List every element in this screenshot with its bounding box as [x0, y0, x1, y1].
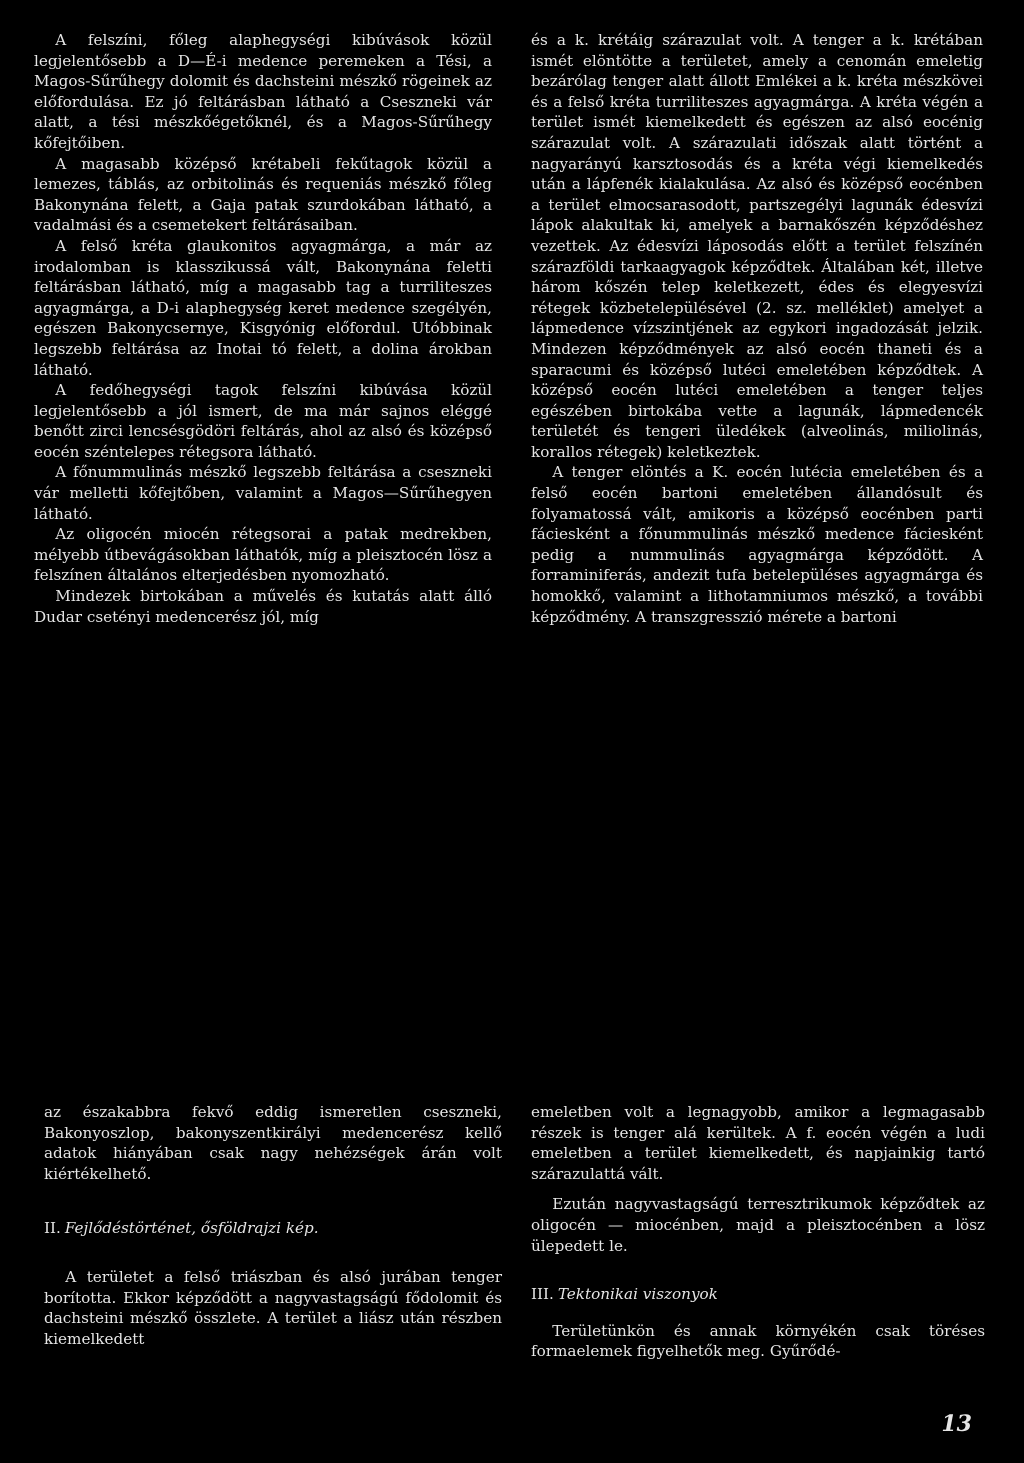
- bottom-right-column: [531, 1102, 985, 1362]
- paragraph: A felső kréta glaukonitos agyagmárga, a már az irodalomban is klasszikussá vált, Bakonynána feletti feltárásban látható, míg a magasabb tag a turriliteszes agyagmárga, a D-i alaphegység keret medence szegélyén, egészen Bakonycsernye, Kisgyónig előfordul. Utóbbinak legszebb feltárása az Inotai tó felett, a dolina árokban látható.: [34, 236, 492, 379]
- paragraph: Ezután nagyvastagságú terresztrikumok képződtek az oligocén — miocénben, majd a pleisztocénben a lösz ülepedett le.: [531, 1195, 985, 1255]
- paragraph: az északabbra fekvő eddig ismeretlen cseszneki, Bakonyoszlop, bakonyszentkirályi medencerész kellő adatok hiányában csak nagy nehézségek árán volt kiértékelhető.: [44, 1103, 502, 1183]
- section-number: II.: [44, 1219, 61, 1238]
- paragraph: A területet a felső triászban és alsó jurában tenger borította. Ekkor képződött a nagyvastagságú fődolomit és dachsteini mészkő összlete. A terület a liász után részben kiemelkedett: [44, 1267, 502, 1348]
- top-left-column: [34, 30, 492, 627]
- section-title: Tektonikai viszonyok: [557, 1285, 718, 1304]
- paragraph: A főnummulinás mészkő legszebb feltárása a cseszneki vár melletti kőfejtőben, valamint a Magos—Sűrűhegyen látható.: [34, 463, 492, 523]
- paragraph: A felszíni, főleg alaphegységi kibúvások közül legjelentősebb a D—É-i medence peremeken a Tési, a Magos-Sűrűhegy dolomit és dachsteini mészkő rögeinek az előfordulása. Ez jó feltárásban látható a Cseszneki vár alatt, a tési mészkőégetőknél, és a Magos-Sűrűhegy kőfejtőiben.: [34, 31, 492, 152]
- section-title: Fejlődéstörténet, ősföldrajzi kép.: [64, 1219, 319, 1238]
- paragraph: A magasabb középső krétabeli fekűtagok közül a lemezes, táblás, az orbitolinás és requeniás mészkő főleg Bakonynána felett, a Gaja patak szurdokában látható, a vadalmási és a csemetekert feltárásaiban.: [34, 154, 492, 235]
- paragraph: Területünkön és annak környékén csak töréses formaelemek figyelhetők meg. Gyűrődé-: [531, 1321, 985, 1361]
- paragraph: Mindezek birtokában a művelés és kutatás alatt álló Dudar csetényi medencerész jól, míg: [34, 587, 492, 626]
- page-number: 13: [941, 1411, 972, 1437]
- section-heading-ii: [44, 1218, 502, 1239]
- paragraph: A fedőhegységi tagok felszíni kibúvása közül legjelentősebb a jól ismert, de ma már sajnos eléggé benőtt zirci lencsésgödöri feltárás, ahol az alsó és középső eocén széntelepes rétegsora látható.: [34, 381, 492, 461]
- section-heading-iii: [531, 1284, 985, 1305]
- paragraph: és a k. krétáig szárazulat volt. A tenger a k. krétában ismét elöntötte a területet, amely a cenomán emeletig bezárólag tenger alatt állott Emlékei a k. kréta mészkövei és a felső kréta turriliteszes agyagmárga. A kréta végén a terület ismét kiemelkedett és egészen az alsó eocénig szárazulat volt. A szárazulati időszak alatt történt a nagyarányú karsztosodás és a kréta végi kiemelkedés után a lápfenék kialakulása. Az alsó és középső eocénben a terület elmocsarasodott, partszegélyi lagunák édesvízi lápok alakultak ki, amelyek a barnakőszén képződéshez vezettek. Az édesvízi láposodás előtt a terület felszínén szárazföldi tarkaagyagok képződtek. Általában két, illetve három kőszén telep keletkezett, édes és elegyesvízi rétegek közbetelepülésével (2. sz. melléklet) amelyet a lápmedence vízszintjének az egykori ingadozását jelzik. Mindezen képződmények az alsó eocén thaneti és a sparacumi és középső lutéci emeletében képződtek. A középső eocén lutéci emeletében a tenger teljes egészében birtokába vette a lagunák, lápmedencék területét és tengeri üledékek (alveolinás, miliolinás, korallos rétegek) keletkeztek.: [531, 31, 983, 461]
- section-number: III.: [531, 1285, 554, 1304]
- paragraph: A tenger elöntés a K. eocén lutécia emeletében és a felső eocén bartoni emeletében állandósult és folyamatossá vált, amikoris a középső eocénben parti fáciesként a főnummulinás mészkő medence fáciesként pedig a nummulinás agyagmárga képződött. A forraminiferás, andezit tufa betelepüléses agyagmárga és homokkő, valamint a lithotamniumos mészkő, a további képződmény. A transzgresszió mérete a bartoni: [531, 463, 983, 626]
- paragraph: Az oligocén miocén rétegsorai a patak medrekben, mélyebb útbevágásokban láthatók, míg a pleisztocén lösz a felszínen általános elterjedésben nyomozható.: [34, 525, 492, 585]
- paragraph: emeletben volt a legnagyobb, amikor a legmagasabb részek is tenger alá kerültek. A f. eocén végén a ludi emeletben a terület kiemelkedett, és napjainkig tartó szárazulattá vált.: [531, 1103, 985, 1183]
- bottom-left-column: [44, 1102, 502, 1349]
- top-right-column: [531, 30, 983, 627]
